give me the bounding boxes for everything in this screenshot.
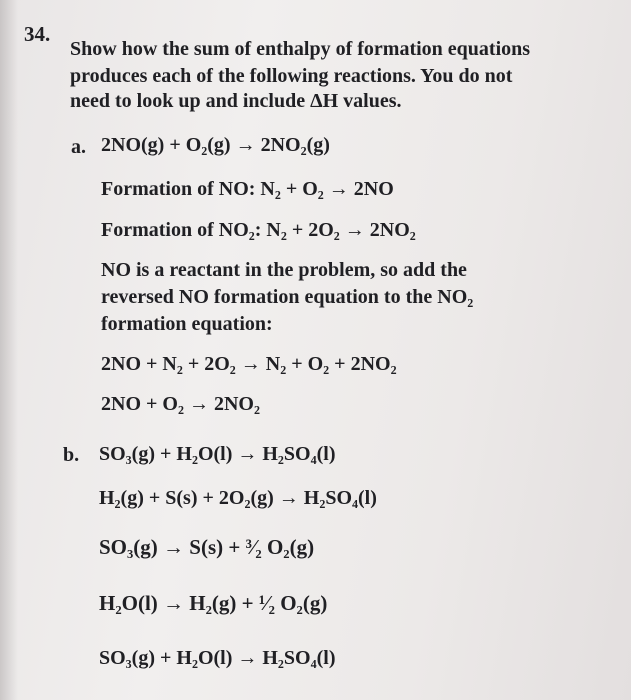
part-a-explanation-line-3: formation equation: bbox=[101, 313, 273, 335]
part-a-formation-no: Formation of NO: N₂ + O₂ → 2NO bbox=[101, 178, 394, 200]
part-a-explanation-line-2: reversed NO formation equation to the NO₂ bbox=[101, 286, 474, 308]
part-b-step-3: H₂O(l) → H₂(g) + ¹⁄₂ O₂(g) bbox=[99, 591, 328, 615]
part-b-reaction: SO₃(g) + H₂O(l) → H₂SO₄(l) bbox=[99, 443, 336, 465]
part-a-explanation-line-1: NO is a reactant in the problem, so add the bbox=[101, 259, 467, 281]
question-prompt-line-2: produces each of the following reactions. You do not bbox=[70, 65, 513, 87]
part-b-net-equation: SO₃(g) + H₂O(l) → H₂SO₄(l) bbox=[99, 647, 336, 669]
part-a-formation-no2: Formation of NO₂: N₂ + 2O₂ → 2NO₂ bbox=[101, 219, 416, 241]
part-b-step-2: SO₃(g) → S(s) + ³⁄₂ O₂(g) bbox=[99, 535, 315, 559]
part-b-step-1: H₂(g) + S(s) + 2O₂(g) → H₂SO₄(l) bbox=[99, 487, 377, 509]
part-a-sum-equation: 2NO + N₂ + 2O₂ → N₂ + O₂ + 2NO₂ bbox=[101, 353, 397, 375]
question-prompt-line-3: need to look up and include ΔH values. bbox=[70, 90, 402, 112]
part-a-reaction: 2NO(g) + O₂(g) → 2NO₂(g) bbox=[101, 134, 330, 156]
part-b-label: b. bbox=[63, 444, 80, 466]
question-prompt-line-1: Show how the sum of enthalpy of formation equations bbox=[70, 38, 531, 60]
part-a-net-equation: 2NO + O₂ → 2NO₂ bbox=[101, 393, 260, 415]
question-number: 34. bbox=[24, 22, 51, 46]
page-shadow-edge bbox=[0, 0, 18, 700]
part-a-label: a. bbox=[71, 136, 86, 158]
